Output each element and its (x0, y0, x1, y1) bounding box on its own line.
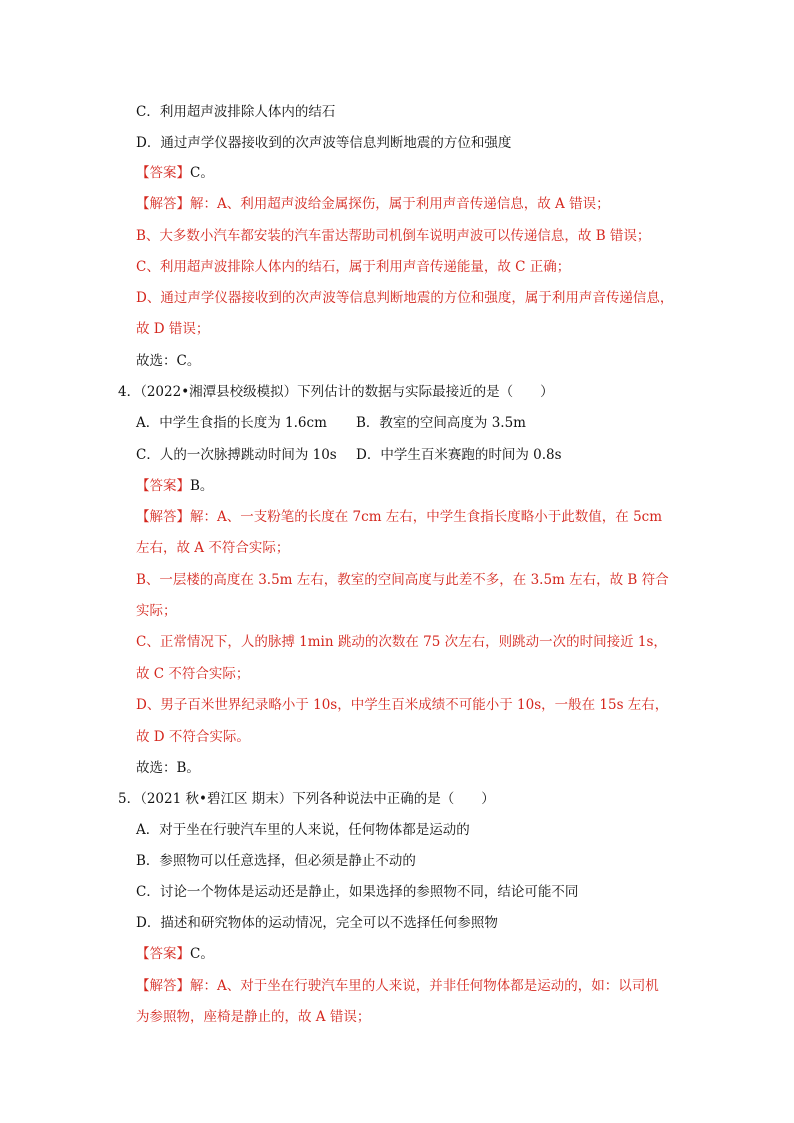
q4-option-c: C．人的一次脉搏跳动时间为 10s (136, 447, 337, 463)
answer-tag: 【答案】 (136, 165, 190, 181)
answer-tag: 【答案】 (136, 478, 190, 494)
answer-value: C。 (190, 165, 214, 181)
analysis-tag: 【解答】 (136, 978, 190, 994)
q3-analysis-line-2: B、大多数小汽车都安装的汽车雷达帮助司机倒车说明声波可以传递信息，故 B 错误； (136, 228, 651, 244)
q5-option-a: A．对于坐在行驶汽车里的人来说，任何物体都是运动的 (136, 822, 470, 838)
q3-analysis-line-5: 故 D 错误； (136, 321, 210, 337)
q5-option-c: C．讨论一个物体是运动还是静止，如果选择的参照物不同，结论可能不同 (136, 884, 579, 900)
q4-analysis-line-1: 【解答】解：A、一支粉笔的长度在 7cm 左右，中学生食指长度略小于此数值，在 5cm (136, 509, 663, 525)
q3-option-d: D．通过声学仪器接收到的次声波等信息判断地震的方位和强度 (136, 135, 512, 151)
q4-option-d: D．中学生百米赛跑的时间为 0.8s (356, 447, 562, 463)
q4-analysis-line-8: 故 D 不符合实际。 (136, 729, 250, 745)
q4-analysis-line-2: 左右，故 A 不符合实际； (136, 540, 290, 556)
q4-analysis-line-6: 故 C 不符合实际； (136, 666, 250, 682)
q5-analysis-line-1: 【解答】解：A、对于坐在行驶汽车里的人来说，并非任何物体都是运动的，如：以司机 (136, 978, 659, 994)
q3-choose: 故选：C。 (136, 353, 201, 369)
q5-option-b: B．参照物可以任意选择，但必须是静止不动的 (136, 853, 416, 869)
answer-tag: 【答案】 (136, 946, 190, 962)
q4-option-b: B．教室的空间高度为 3.5m (356, 415, 526, 431)
q4-option-a: A．中学生食指的长度为 1.6cm (136, 415, 327, 431)
analysis-tag: 【解答】 (136, 509, 190, 525)
q4-analysis-line-3: B、一层楼的高度在 3.5m 左右，教室的空间高度与此差不多，在 3.5m 左右，故 B 符合 (136, 572, 669, 588)
answer-value: B。 (190, 478, 214, 494)
q4-answer (136, 476, 213, 496)
q5-option-d: D．描述和研究物体的运动情况，完全可以不选择任何参照物 (136, 915, 498, 931)
q4-choose: 故选：B。 (136, 760, 200, 776)
q4-analysis-line-7: D、男子百米世界纪录略小于 10s，中学生百米成绩不可能小于 10s，一般在 15s 左右， (136, 697, 669, 713)
answer-value: C。 (190, 946, 214, 962)
analysis-tag: 【解答】 (136, 196, 190, 212)
q3-analysis-line-3: C、利用超声波排除人体内的结石，属于利用声音传递能量，故 C 正确； (136, 259, 571, 275)
q3-analysis-line-1: 【解答】解：A、利用超声波给金属探伤，属于利用声音传递信息，故 A 错误； (136, 196, 610, 212)
q3-answer (136, 163, 214, 183)
q4-analysis-line-4: 实际； (136, 603, 177, 619)
q5-answer (136, 944, 214, 964)
q5-analysis-line-2: 为参照物，座椅是静止的，故 A 错误； (136, 1009, 371, 1025)
q5-stem: 5．（2021 秋•碧江区 期末）下列各种说法中正确的是（ ） (118, 791, 495, 807)
q4-stem: 4．（2022•湘潭县校级模拟）下列估计的数据与实际最接近的是（ ） (118, 384, 554, 400)
q3-option-c: C．利用超声波排除人体内的结石 (136, 104, 336, 120)
q4-analysis-line-5: C、正常情况下，人的脉搏 1min 跳动的次数在 75 次左右，则跳动一次的时间接近 1s， (136, 634, 667, 650)
q3-analysis-line-4: D、通过声学仪器接收到的次声波等信息判断地震的方位和强度，属于利用声音传递信息， (136, 290, 674, 306)
